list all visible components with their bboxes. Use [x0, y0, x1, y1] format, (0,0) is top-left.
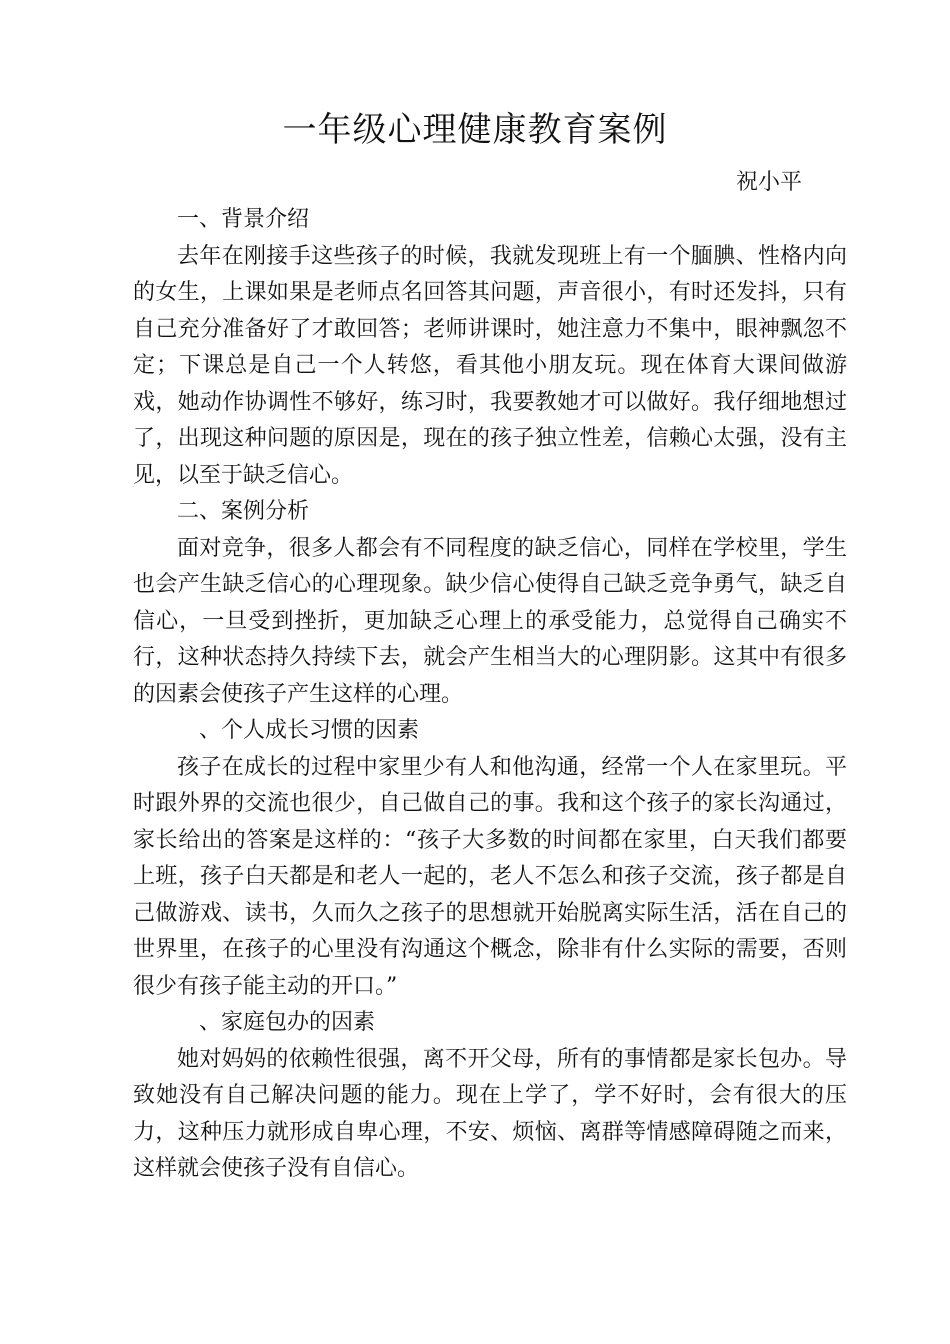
subheading-family-overprotection: 、家庭包办的因素 — [199, 1010, 376, 1035]
subheading-personal-habits: 、个人成长习惯的因素 — [199, 718, 420, 743]
paragraph-background: 去年在刚接手这些孩子的时候，我就发现班上有一个腼腆、性格内向的女生，上课如果是老师点名回答其问题，声音很小，有时还发抖，只有自己充分准备好了才敢回答；老师讲课时，她注意力不集中，眼神飘忽不定；下课总是自己一个人转悠，看其他小朋友玩。现在体育大课间做游戏，她动作协调性不够好，练习时，我要教她才可以做好。我仔细地想过了，出现这种问题的原因是，现在的孩子独立性差，信赖心太强，没有主见，以至于缺乏信心。 — [133, 243, 847, 488]
author-name: 祝小平 — [736, 170, 803, 195]
document-title: 一年级心理健康教育案例 — [282, 110, 668, 150]
document-body — [133, 202, 847, 1188]
paragraph-analysis: 面对竞争，很多人都会有不同程度的缺乏信心，同样在学校里，学生也会产生缺乏信心的心理现象。缺少信心使得自己缺乏竞争勇气，缺乏自信心，一旦受到挫折，更加缺乏心理上的承受能力，总觉得自己确实不行，这种状态持久持续下去，就会产生相当大的心理阴影。这其中有很多的因素会使孩子产生这样的心理。 — [133, 535, 847, 707]
paragraph-family-overprotection: 她对妈妈的依赖性很强，离不开父母，所有的事情都是家长包办。导致她没有自己解决问题的能力。现在上学了，学不好时，会有很大的压力，这种压力就形成自卑心理，不安、烦恼、离群等情感障碍随之而来，这样就会使孩子没有自信心。 — [133, 1046, 847, 1181]
section-heading-analysis: 二、案例分析 — [177, 499, 310, 524]
section-heading-background: 一、背景介绍 — [177, 207, 310, 232]
paragraph-personal-habits: 孩子在成长的过程中家里少有人和他沟通，经常一个人在家里玩。平时跟外界的交流也很少，自己做自己的事。我和这个孩子的家长沟通过，家长给出的答案是这样的：“孩子大多数的时间都在家里，白天我们都要上班，孩子白天都是和老人一起的，老人不怎么和孩子交流，孩子都是自己做游戏、读书，久而久之孩子的思想就开始脱离实际生活，活在自己的世界里，在孩子的心里没有沟通这个概念，除非有什么实际的需要，否则很少有孩子能主动的开口。” — [133, 754, 847, 999]
